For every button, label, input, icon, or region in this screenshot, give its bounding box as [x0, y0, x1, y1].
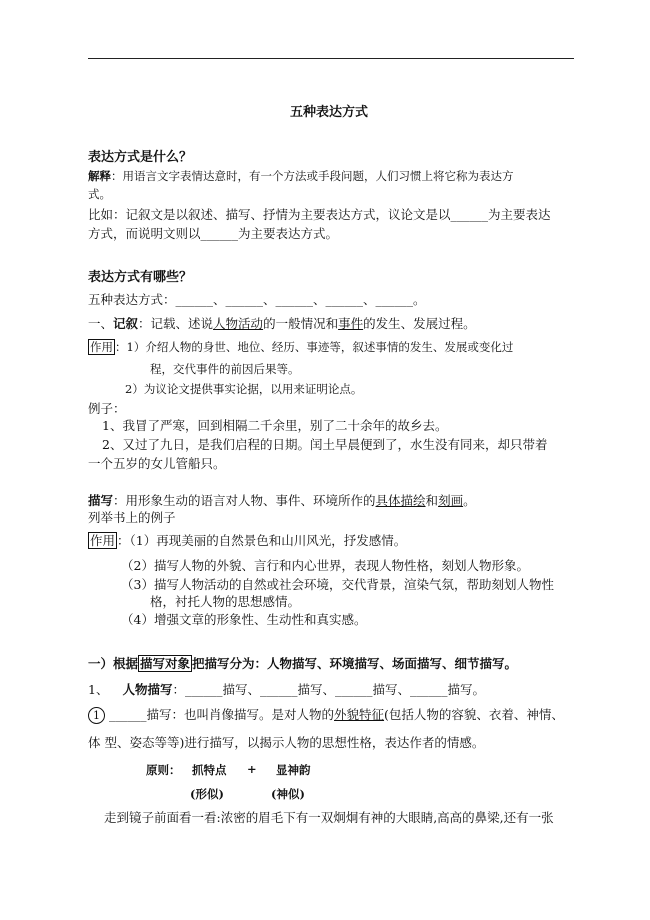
description-label: 描写 [88, 493, 114, 508]
header-rule [88, 58, 574, 59]
person-blanks: ：______描写、______描写、______描写、______描写。 [172, 682, 485, 697]
narration-use-2: 2）为议论文提供事实论据，以用来证明论点。 [125, 382, 363, 396]
mirror-example-line: 走到镜子前面看一看:浓密的眉毛下有一双炯炯有神的大眼睛,高高的鼻梁,还有一张 [104, 810, 554, 825]
appearance-blank: ______描写 [109, 707, 172, 722]
narration-use-line-2: 程，交代事件的前因后果等。 [150, 362, 300, 376]
shensi-label: (神似) [271, 787, 305, 801]
circled-number-one: 1 [88, 707, 105, 724]
narration-definition [88, 314, 476, 332]
narration-label: 记叙 [113, 316, 139, 331]
description-definition [88, 491, 476, 509]
narration-underline-1: 人物活动 [213, 316, 264, 331]
use-label-box: 作用 [90, 533, 116, 548]
narration-use-line-1 [88, 339, 513, 355]
appearance-text: ：也叫肖像描写。是对人物的 [171, 707, 335, 722]
principle-label: 原则： [146, 763, 181, 777]
five-ways-line: 五种表达方式：______、______、______、______、______。 [88, 292, 426, 307]
description-use-1 [88, 531, 406, 549]
category-suffix: 把描写分为：人物描写、环境描写、场面描写、细节描写。 [192, 656, 518, 671]
principle-b: 显神韵 [276, 763, 311, 777]
use-label-box: 作用 [90, 340, 113, 354]
narration-example-2-line-2: 一个五岁的女儿管船只。 [88, 456, 226, 471]
narration-example-2-line-1: 2、又过了九日，是我们启程的日期。闰土早晨便到了，水生没有同来，却只带着 [102, 437, 548, 452]
narration-prefix: 一、 [88, 316, 114, 331]
description-use-4: （4）增强文章的形象性、生动性和真实感。 [121, 612, 367, 627]
example-line-1: 比如：记叙文是以叙述、描写、抒情为主要表达方式，议论文是以______为主要表达 [88, 207, 551, 222]
description-text: 。 [463, 493, 476, 508]
narration-example-1: 1、我冒了严寒，回到相隔二千余里，别了二十余年的故乡去。 [102, 418, 448, 433]
description-text: ：用形象生动的语言对人物、事件、环境所作的 [113, 493, 376, 508]
description-use-text: ：（1）再现美丽的自然景色和山川风光，抒发感情。 [117, 533, 407, 548]
definition-text: ：用语言文字表情达意时，有一个方法或手段问题，人们习惯上将它称为表达方 [111, 169, 514, 183]
appearance-line-2: 体 型、姿态等等)进行描写，以揭示人物的思想性格，表达作者的情感。 [88, 735, 485, 750]
principle-a: 抓特点 [192, 763, 227, 777]
person-label: 人物描写 [122, 682, 173, 697]
narration-text: 的一般情况和 [263, 316, 339, 331]
definition-label: 解释 [88, 169, 111, 183]
examples-label: 例子： [88, 401, 126, 416]
description-use-3-line-2: 格，衬托人物的思想感情。 [150, 594, 301, 609]
xingsi-label: (形似) [190, 787, 224, 801]
definition-line-2: 式。 [88, 187, 111, 201]
narration-underline-2: 事件 [338, 316, 364, 331]
person-description-line [88, 680, 485, 698]
narration-text: ：记载、述说 [138, 316, 214, 331]
narration-use-text: ：1）介绍人物的身世、地位、经历、事迹等，叙述事情的发生、发展或变化过 [115, 340, 514, 354]
section-heading-which: 表达方式有哪些？ [88, 270, 193, 285]
page-title: 五种表达方式 [290, 105, 369, 120]
description-underline-2: 刻画 [438, 493, 464, 508]
narration-text: 的发生、发展过程。 [363, 316, 476, 331]
description-use-2: （2）描写人物的外貌、言行和内心世界，表现人物性格，刻划人物形象。 [121, 558, 529, 573]
definition-line-1 [88, 168, 514, 184]
appearance-underline: 外貌特征 [334, 707, 385, 722]
section-heading-what: 表达方式是什么？ [88, 150, 193, 165]
example-line-2: 方式，而说明文则以______为主要表达方式。 [88, 226, 339, 241]
description-underline-1: 具体描绘 [375, 493, 426, 508]
description-text: 和 [425, 493, 439, 508]
description-use-3-line-1: （3）描写人物活动的自然或社会环境，交代背景，渲染气氛，帮助刻划人物性 [121, 577, 554, 592]
category-boxed-term: 描写对象 [140, 656, 191, 671]
appearance-text: (包括人物的容貌、衣着、神情、 [384, 707, 564, 722]
principle-plus: + [247, 762, 257, 776]
category-line [88, 654, 517, 672]
appearance-line-1 [88, 705, 564, 724]
category-prefix: 一）根据 [88, 656, 139, 671]
book-examples-line: 列举书上的例子 [88, 510, 176, 525]
person-number: 1、 [88, 682, 109, 697]
